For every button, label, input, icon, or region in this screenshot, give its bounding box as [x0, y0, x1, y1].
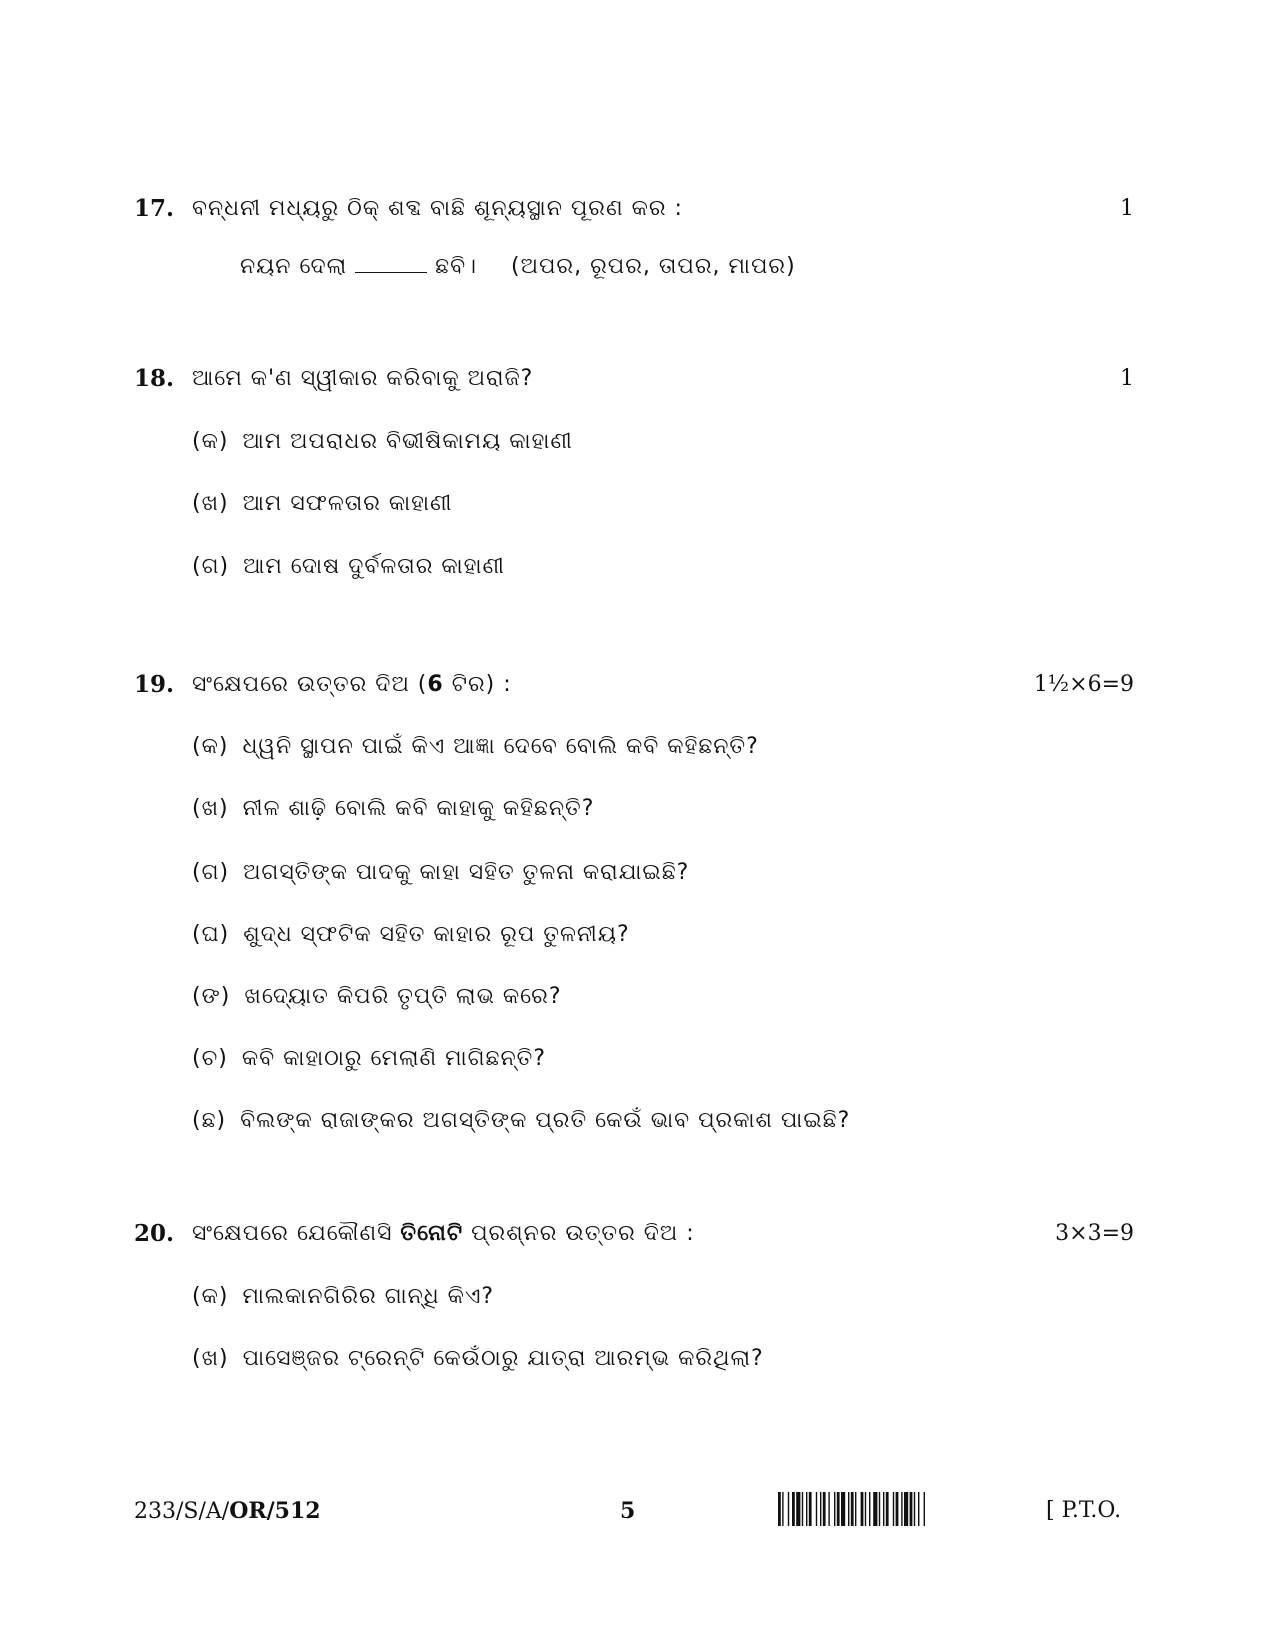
option-text: ଅଗସ୍ତିଙ୍କ ପାଦକୁ କାହା ସହିତ ତୁଳନା କରାଯାଇଛି?: [243, 860, 690, 885]
paper-code-bold: OR/512: [229, 1498, 321, 1524]
barcode-bar: [861, 1492, 864, 1526]
option-item: [192, 855, 689, 891]
question-20: [134, 1216, 1134, 1252]
barcode-bar: [792, 1492, 795, 1526]
barcode-bar: [873, 1492, 877, 1526]
barcode-bar: [796, 1492, 800, 1526]
option-item: [192, 1103, 850, 1139]
pto-label: [ P.T.O.: [1046, 1498, 1122, 1523]
option-label: (କ): [192, 1284, 229, 1309]
question-text: [192, 1216, 695, 1252]
question-17: [134, 191, 1134, 227]
option-label: (ଚ): [192, 1046, 228, 1071]
page-number: 5: [620, 1498, 636, 1524]
option-item: [192, 424, 573, 460]
question-marks: 1: [1120, 366, 1134, 391]
barcode-bar: [823, 1492, 826, 1526]
fill-before: ନୟନ ଦେଲା: [240, 254, 348, 279]
barcode-bar: [834, 1492, 835, 1526]
barcode-bar: [893, 1492, 894, 1526]
barcode-bar: [806, 1492, 807, 1526]
barcode-bar: [855, 1492, 856, 1526]
option-label: (ଗ): [192, 554, 230, 579]
question-18: [134, 361, 1134, 397]
option-label: (କ): [192, 734, 229, 759]
barcode-bar: [914, 1492, 915, 1526]
option-item: [192, 729, 759, 765]
option-item: [192, 791, 594, 827]
barcode-bar: [782, 1492, 783, 1526]
question-text-bold: ତିନୋଟି: [400, 1221, 464, 1246]
option-label: (ଖ): [192, 491, 229, 516]
question-text-pre: ସଂକ୍ଷେପରେ ଯେକୌଣସି: [192, 1221, 401, 1246]
question-19: [134, 667, 1134, 703]
question-marks: 3×3=9: [1055, 1221, 1134, 1246]
option-text: ଆମ ଦୋଷ ଦୁର୍ବଳତାର କାହାଣୀ: [243, 554, 505, 579]
barcode-bar: [820, 1492, 821, 1526]
option-text: ଧ୍ୱନି ସ୍ଥାପନ ପାଇଁ କିଏ ଆଜ୍ଞା ଦେବେ ବୋଲି କବି କହିଛନ୍ତି?: [242, 734, 759, 759]
option-item: [192, 917, 630, 953]
option-label: (ଖ): [192, 1346, 229, 1371]
option-text: ମାଲକାନଗିରିର ଗାନ୍ଧି କିଏ?: [242, 1284, 495, 1309]
question-number: 19.: [134, 671, 175, 698]
fill-after: ଛବି।: [435, 254, 478, 279]
question-text-pre: ସଂକ୍ଷେପରେ ଉତ୍ତର ଦିଅ (: [192, 672, 428, 697]
question-text-bold: 6: [427, 672, 444, 697]
barcode-bar: [896, 1492, 899, 1526]
barcode-bar: [848, 1492, 849, 1526]
barcode-bar: [802, 1492, 803, 1526]
option-text: ବିଲଙ୍କ ରାଜାଙ୍କର ଅଗସ୍ତିଙ୍କ ପ୍ରତି କେଉଁ ଭାବ ପ୍ରକାଶ ପାଇଛି?: [240, 1108, 851, 1133]
fill-options: (ଅପର, ରୂପର, ତାପର, ମାପର): [511, 254, 796, 279]
option-item: [192, 549, 505, 585]
option-label: (ଗ): [192, 860, 230, 885]
question-text-post: ପ୍ରଶ୍ନର ଉତ୍ତର ଦିଅ :: [463, 1221, 695, 1246]
barcode-bar: [851, 1492, 854, 1526]
barcode-bar: [828, 1492, 829, 1526]
barcode-icon: [778, 1492, 1038, 1526]
option-label: (ଘ): [192, 922, 230, 947]
barcode-bar: [788, 1492, 789, 1526]
question-text-post: ଟିର) :: [443, 672, 512, 697]
option-text: ଆମ ଅପରାଧର ବିଭୀଷିକାମୟ କାହାଣୀ: [242, 429, 573, 454]
barcode-bar: [918, 1492, 919, 1526]
option-label: (କ): [192, 429, 229, 454]
barcode-bar: [886, 1492, 889, 1526]
option-text: ଶୁଦ୍ଧ ସ୍ଫଟିକ ସହିତ କାହାର ରୂପ ତୁଳନୀୟ?: [243, 922, 630, 947]
option-item: [192, 979, 562, 1015]
paper-code-plain: 233/S/A/: [134, 1499, 230, 1524]
option-text: କବି କାହାଠାରୁ ମେଲାଣି ମାଗିଛନ୍ତି?: [241, 1046, 547, 1071]
barcode-bar: [910, 1492, 913, 1526]
option-item: [192, 486, 452, 522]
barcode-bar: [879, 1492, 880, 1526]
barcode-bar: [841, 1492, 845, 1526]
question-number: 17.: [134, 195, 175, 222]
barcode-bar: [837, 1492, 840, 1526]
option-item: [192, 1341, 764, 1377]
barcode-bar: [816, 1492, 817, 1526]
blank-line: [355, 250, 427, 273]
barcode-bar: [901, 1492, 902, 1526]
option-label: (ଛ): [192, 1108, 227, 1133]
option-item: [192, 1279, 494, 1315]
question-marks: 1½×6=9: [1033, 672, 1134, 697]
question-number: 20.: [134, 1220, 175, 1247]
question-text: ଆମେ କ'ଣ ସ୍ୱୀକାର କରିବାକୁ ଅରାଜି?: [192, 366, 534, 391]
question-text: [192, 667, 512, 703]
option-item: [192, 1041, 546, 1077]
paper-code: [134, 1498, 321, 1524]
barcode-bar: [924, 1492, 925, 1526]
option-text: ନୀଳ ଶାଢ଼ି ବୋଲି କବି କାହାକୁ କହିଛନ୍ତି?: [242, 796, 595, 821]
barcode-bar: [883, 1492, 884, 1526]
option-label: (ଖ): [192, 796, 229, 821]
barcode-bar: [865, 1492, 866, 1526]
barcode-bar: [809, 1492, 812, 1526]
barcode-bar: [904, 1492, 908, 1526]
question-marks: 1: [1120, 196, 1134, 221]
option-text: ଆମ ସଫଳତାର କାହାଣୀ: [242, 491, 453, 516]
barcode-bar: [778, 1492, 781, 1526]
barcode-bar: [869, 1492, 870, 1526]
option-text: ଖଦ୍ୟୋତ କିପରି ତୃପ୍ତି ଲାଭ କରେ?: [244, 984, 562, 1009]
fill-in-blank-line: [240, 249, 796, 285]
question-number: 18.: [134, 365, 175, 392]
option-text: ପାସେଞ୍ଜର ଟ୍ରେନ୍‌ଟି କେଉଁଠାରୁ ଯାତ୍ରା ଆରମ୍ଭ କରିଥିଲା?: [242, 1346, 764, 1371]
question-text: ବନ୍ଧନୀ ମଧ୍ୟରୁ ଠିକ୍ ଶବ୍ଦ ବାଛି ଶୂନ୍ୟସ୍ଥାନ ପୂରଣ କର :: [192, 196, 683, 221]
option-label: (ଙ): [192, 984, 231, 1009]
